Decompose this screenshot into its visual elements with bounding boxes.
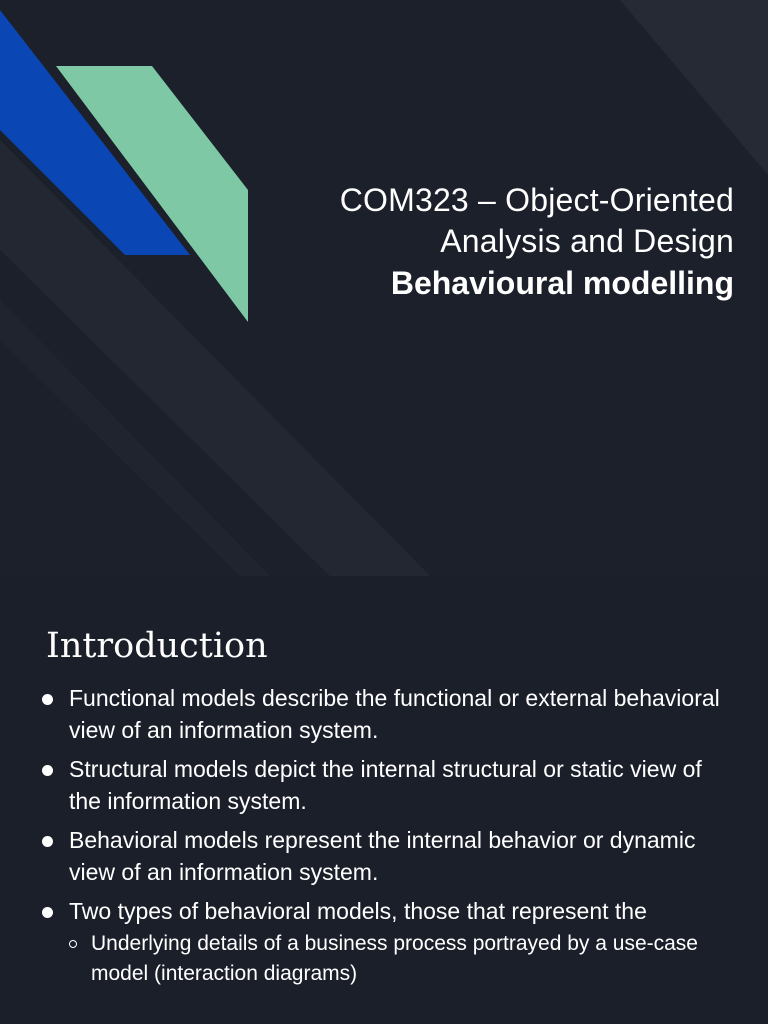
bullet-icon [42, 836, 53, 847]
hollow-circle-icon [69, 940, 77, 948]
bullet-text: Behavioral models represent the internal behavior or dynamic view of an information system. [69, 827, 696, 885]
title-block [214, 180, 734, 304]
list-item [40, 753, 730, 817]
list-item [40, 824, 730, 888]
course-title-line-2: Analysis and Design [440, 223, 734, 259]
bullet-icon [42, 907, 53, 918]
list-item [40, 682, 730, 746]
course-title-line-1: COM323 – Object-Oriented [339, 182, 734, 218]
list-item [40, 895, 730, 989]
slide-subtitle: Behavioural modelling [390, 265, 734, 301]
bullet-icon [42, 765, 53, 776]
bullet-icon [42, 694, 53, 705]
page-title: Introduction [46, 626, 268, 666]
sub-bullet-text: Underlying details of a business process portrayed by a use-case model (interaction diagrams) [91, 932, 698, 985]
introduction-slide [0, 576, 768, 1024]
bg-stripe-upper [620, 0, 768, 175]
list-item [69, 929, 730, 989]
bullet-text: Functional models describe the functional or external behavioral view of an information system. [69, 685, 720, 743]
sub-bullet-list [69, 929, 730, 989]
bullet-text: Two types of behavioral models, those that represent the [69, 898, 647, 924]
bullet-list [40, 682, 730, 996]
bullet-text: Structural models depict the internal structural or static view of the information system. [69, 756, 702, 814]
